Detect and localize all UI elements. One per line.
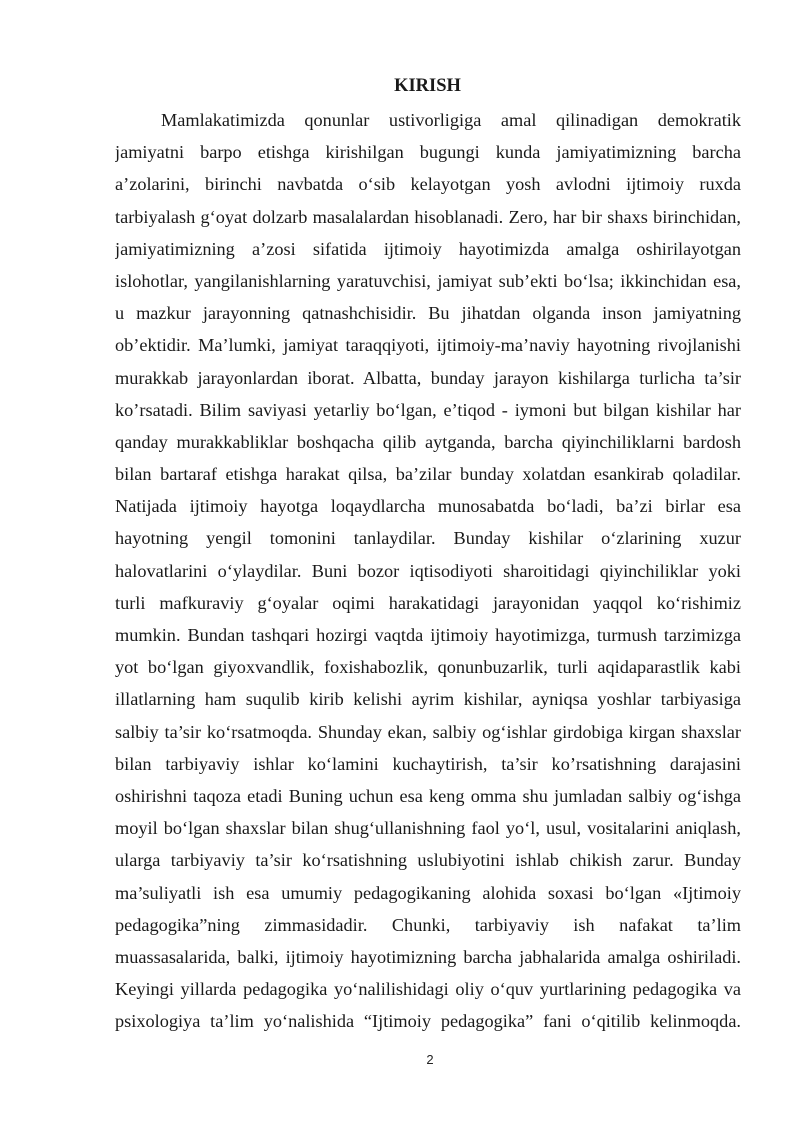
- text-line: ma’suliyatli ish esa umumiy pedagogikaning alohida soxasi bo‘lgan «Ijtimoiy: [115, 882, 741, 903]
- text-line: u mazkur jarayonning qatnashchisidir. Bu jihatdan olganda inson jamiyatning: [115, 303, 741, 324]
- text-line: Keyingi yillarda pedagogika yo‘nalilishidagi oliy o‘quv yurtlarining pedagogika va: [115, 979, 741, 1000]
- page-number: 2: [426, 1052, 434, 1067]
- text-line: mumkin. Bundan tashqari hozirgi vaqtda ijtimoiy hayotimizga, turmush tarzimizga: [115, 625, 741, 645]
- text-line: ko’rsatadi. Bilim saviyasi yetarliy bo‘lgan, e’tiqod - iymoni but bilgan kishilar har: [115, 399, 741, 420]
- text-line: jamiyatimizning a’zosi sifatida ijtimoiy hayotimizda amalga oshirilayotgan: [115, 238, 741, 259]
- text-line: a’zolarini, birinchi navbatda o‘sib kelayotgan yosh avlodni ijtimoiy ruxda: [115, 174, 741, 195]
- text-line: ob’ektidir. Ma’lumki, jamiyat taraqqiyoti, ijtimoiy-ma’naviy hayotning rivojlanishi: [115, 335, 741, 356]
- text-line: oshirishni taqoza etadi Buning uchun esa keng omma shu jumladan salbiy og‘ishga: [115, 785, 741, 806]
- text-line: Natijada ijtimoiy hayotga loqaydlarcha munosabatda bo‘ladi, ba’zi birlar esa: [115, 496, 741, 517]
- text-line: yot bo‘lgan giyoxvandlik, foxishabozlik, qonunbuzarlik, turli aqidaparastlik kabi: [115, 657, 741, 678]
- section-title: KIRISH: [394, 76, 461, 96]
- text-line: jamiyatni barpo etishga kirishilgan bugungi kunda jamiyatimizning barcha: [115, 142, 741, 163]
- text-line: tarbiyalash g‘oyat dolzarb masalalardan hisoblanadi. Zero, har bir shaxs birinchidan,: [115, 206, 741, 227]
- text-line: pedagogika”ning zimmasidadir. Chunki, tarbiyaviy ish nafakat ta’lim: [115, 914, 741, 935]
- body-paragraph: [115, 104, 741, 1037]
- text-line: murakkab jarayonlardan iborat. Albatta, bunday jarayon kishilarga turlicha ta’sir: [115, 367, 741, 388]
- text-line: ularga tarbiyaviy ta’sir ko‘rsatishning uslubiyotini ishlab chikish zarur. Bunday: [115, 850, 741, 871]
- text-line: psixologiya ta’lim yo‘nalishida “Ijtimoiy pedagogika” fani o‘qitilib kelinmoqda.: [115, 1011, 741, 1032]
- text-line: qanday murakkabliklar boshqacha qilib aytganda, barcha qiyinchiliklarni bardosh: [115, 431, 741, 452]
- text-line: moyil bo‘lgan shaxslar bilan shug‘ullanishning faol yo‘l, usul, vositalarini aniqlash,: [115, 818, 741, 839]
- text-line: halovatlarini o‘ylaydilar. Buni bozor iqtisodiyoti sharoitidagi qiyinchiliklar yoki: [115, 560, 741, 581]
- text-line: turli mafkuraviy g‘oyalar oqimi harakatidagi jarayonidan yaqqol ko‘rishimiz: [115, 592, 741, 613]
- text-line: muassasalarida, balki, ijtimoiy hayotimizning barcha jabhalarida amalga oshiriladi.: [115, 946, 741, 967]
- text-line: bilan bartaraf etishga harakat qilsa, ba’zilar bunday xolatdan esankirab qoladilar.: [115, 464, 741, 485]
- text-line: hayotning yengil tomonini tanlaydilar. Bunday kishilar o‘zlarining xuzur: [115, 528, 741, 549]
- text-line: Mamlakatimizda qonunlar ustivorligiga amal qilinadigan demokratik: [161, 110, 741, 130]
- text-line: islohotlar, yangilanishlarning yaratuvchisi, jamiyat sub’ekti bo‘lsa; ikkinchidan esa,: [115, 270, 741, 291]
- text-line: illatlarning ham suqulib kirib kelishi ayrim kishilar, ayniqsa yoshlar tarbiyasiga: [115, 689, 741, 710]
- text-line: bilan tarbiyaviy ishlar ko‘lamini kuchaytirish, ta’sir ko’rsatishning darajasini: [115, 753, 741, 774]
- text-line: salbiy ta’sir ko‘rsatmoqda. Shunday ekan, salbiy og‘ishlar girdobiga kirgan shaxslar: [115, 721, 741, 742]
